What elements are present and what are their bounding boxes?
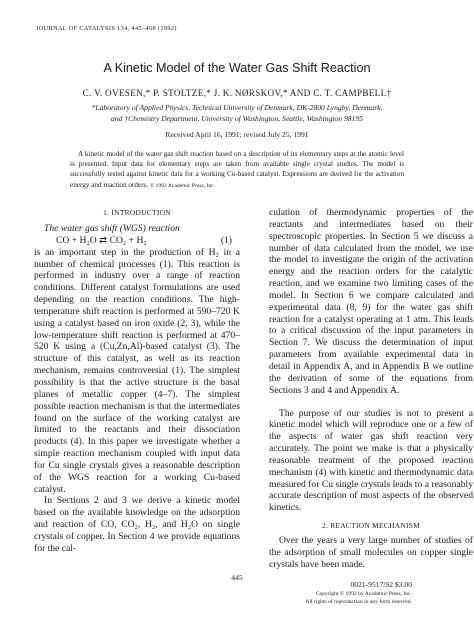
issn-price: 0021-9517/92 $3.00 [350,580,412,589]
imprint-block [305,580,412,606]
received-dates: Received April 16, 1991; revised July 25, 1991 [165,130,309,139]
introduction-paragraph-2: In Sections 2 and 3 we derive a kinetic model based on the available knowledge on the adsorption and reaction of CO, CO₂, H₂, and H₂O on single crystals of copper. In Section 4 we provide equations for the cal- [34,495,240,554]
abstract-text: A kinetic model of the water gas shift reaction based on a description of its elementary steps at the atomic level is presented. Input data for elementary steps are taken from available single crystal studies. The model is successfully tested against kinetic data for a working Cu-based catalyst. Expressions are derived for the activation energy and reaction orders. [70,150,404,189]
affiliation-denmark: *Laboratory of Applied Physics, Technical University of Denmark, DK-2800 Lyngby, Denmark, [91,103,383,112]
equation-1 [34,235,240,247]
introduction-paragraph-3: culation of thermodynamic properties of the reactants and intermediates based on their spectroscopic properties. In Section 5 we discuss a number of data calculated from the model, we use the model to investigate the origin of the activation energy and the reaction orders for the catalytic reaction, and we examine two limiting cases of the model. In Section 6 we compare calculated and experimental data (8, 9) for the water gas shift reaction for a catalyst operating at 1 atm. This leads to a critical discussion of the input parameters in Section 7. We discuss the determination of input parameters from available experimental data in detail in Appendix A, and in Appendix B we outline the derivation of some of the equations from Sections 3 and 4 and Appendix A. [269,207,473,396]
imprint-rights: All rights of reproduction in any form reserved. [305,599,412,605]
right-column [269,207,473,571]
section-heading-reaction-mechanism: 2. REACTION MECHANISM [321,521,421,531]
mechanism-paragraph-1: Over the years a very large number of studies of the adsorption of small molecules on copper single crystals have been made. [269,535,473,570]
introduction-paragraph-1: is an important step in the production of H₂ in a number of chemical processes (1). This reaction is performed in industry over a range of reaction conditions. Different catalyst formulations are used depending on the reaction conditions. The high-temperature shift reaction is performed at 590–720 K using a catalyst based on iron oxide (2, 3), while the low-temperature shift reaction is performed at 470–520 K using a (Cu,Zn,Al)-based catalyst (3). The structure of this catalyst, as well as its reaction mechanism, remains controversial (1). The simplest possibility is that the active structure is the basal planes of metallic copper (4–7). The simplest possible reaction mechanism is that the intermediates found on the surface of the working catalyst are limited to the reactants and their dissociation products (4). In this paper we investigate whether a simple reaction mechanism coupled with input data for Cu single crystals gives a reasonable description of the WGS reaction for a working Cu-based catalyst. [34,246,240,495]
author-list: C. V. OVESEN,* P. STOLTZE,* J. K. NØRSKOV,* AND C. T. CAMPBELL† [82,88,392,98]
page-number: 445 [231,573,243,582]
journal-header: JOURNAL OF CATALYSIS 134, 445–468 (1992) [36,25,177,32]
imprint-copyright: Copyright © 1992 by Academic Press, Inc. [315,591,412,597]
abstract-copyright: © 1992 Academic Press, Inc. [149,182,216,189]
affiliation-washington: and †Chemistry Department, University of Washington, Seattle, Washington 98195 [111,114,363,123]
left-column [34,207,240,555]
equation-number: (1) [220,234,232,246]
section-heading-introduction: 1. INTRODUCTION [103,208,171,217]
introduction-subheading: The water gas shift (WGS) reaction [44,223,180,234]
abstract [70,149,404,191]
paper-title: A Kinetic Model of the Water Gas Shift Reaction [103,61,371,75]
equation-text: CO + H₂O ⇄ CO₂ + H₂ [56,234,147,246]
introduction-paragraph-4: The purpose of our studies is not to present a kinetic model which will reproduce one or a few of the aspects of water gas shift reaction very accurately. The point we make is that a physically reasonable treatment of the proposed reaction mechanism (4) with kinetic and thermodynamic data measured for Cu single crystals leads to a reasonably accurate description of most aspects of the observed kinetics. [269,407,473,514]
